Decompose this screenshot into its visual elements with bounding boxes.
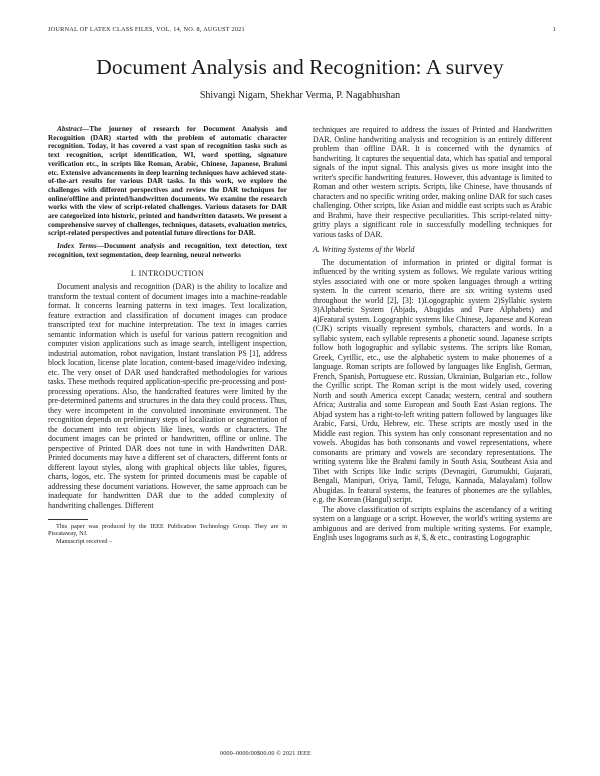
paper-authors: Shivangi Nigam, Shekhar Verma, P. Nagabhushan [199,90,401,101]
left-column [48,125,287,545]
abstract-label: Abstract [57,125,82,133]
page-number: 1 [552,26,556,33]
introduction-paragraph-continued: techniques are required to address the issues of Printed and Handwritten DAR. Online handwriting analysis and recognition is an entirely different problem than offline DAR. It is concerned with the dynamics of handwriting. It captures the sequential data, which has spatial and temporal signals of the input signal. This analysis gives us more insight into the writer's specific handwriting features. However, this advantage is limited to Roman and other western scripts. Scripts, like Chinese, have thousands of characters and no specific writing order, making online DAR for such cases challenging. Other scripts, like Asian and middle east scripts such as Arabic and Brahmi, have their respective peculiarities. This script-related nitty-gritty plays a significant role in successfully modelling techniques for various tasks of DAR. [313,125,552,239]
running-header [48,26,556,33]
right-column [313,125,552,543]
copyright-id: 0000–0000/00$00.00 © 2021 IEEE [220,750,311,757]
journal-header: JOURNAL OF LATEX CLASS FILES, VOL. 14, NO. 8, AUGUST 2021 [48,26,245,33]
paper-title: Document Analysis and Recognition: A survey [96,55,504,79]
footnote-divider [48,519,88,520]
introduction-paragraph: Document analysis and recognition (DAR) is the ability to localize and transform the textual content of document images into a machine-readable format. It concerns learning patterns in text images. Text localization, feature extraction and classification of document images can produce transcripted text for machine interpretation. The text in images carries semantic information which is useful for various pattern recognition and computer vision applications such as image search, intelligent inspection, industrial automation, robot navigation, Instant translation PS [1], address block location, license plate location, content-based image/video indexing, etc. The very onset of DAR used handcrafted methodologies for various tasks. These methods required application-specific pre-processing and post-processing operations. Also, the handcrafted features were limited by the pre-determined patterns and structures in the data they could process. Thus, they were incompetent in the convoluted innominate environment. The recognition depends on preliminary steps of localization or segmentation of the document into text objects like lines, words or characters. The document images can be printed or handwritten, offline or online. The perspective of Printed DAR does not tune in with Handwritten DAR. Printed documents may have a different set of characters, different fonts or different layout styles, along with graphical objects like tables, figures, charts, logos, etc. The system for printed documents must be capable of addressing these document variations. However, the same approach can be inadequate for handwritten DAR due to the added complexity of handwriting challenges. Different [48,282,287,510]
footnote-manuscript: Manuscript received – [56,537,113,545]
footnote-publication: This paper was produced by the IEEE Publication Technology Group. They are in Piscataway, NJ. [48,523,287,538]
index-terms [48,242,287,259]
section-heading-introduction: I. INTRODUCTION [130,268,205,278]
index-terms-label: Index Terms [57,242,97,251]
index-terms-text: —Document analysis and recognition, text detection, text recognition, text segmentation, deep learning, neural networks [48,242,287,259]
subsection-heading-writing-systems: A. Writing Systems of the World [313,245,415,254]
abstract-text: —The journey of research for Document Analysis and Recognition (DAR) started with the problem of automatic character recognition. Today, it has covered a vast span of recognition tasks such as text recognition, script identification, WI, word spotting, signature verification etc., in scripts like Roman, Arabic, Chinese, Japanese, Brahmi etc. Extensive advancements in deep learning techniques have achieved state-of-the-art results for various DAR tasks. In this work, we explore the challenges with different perspectives and review the DAR techniques for online/offline and printed/handwritten documents. We examine the research works with the view of script-related challenges. Various datasets for DAR are categorized into historic, printed and handwritten datasets. We present a comprehensive survey of challenges, techniques, datasets, evaluation metrics, script-related perspectives and potential future directions for DAR. [48,125,287,238]
abstract [48,125,287,238]
writing-systems-paragraph: The documentation of information in printed or digital format is influenced by the writing system as follows. We regulate various writing styles associated with one or more spoken languages through a writing system. In the current scenario, there are six writing systems used throughout the world [2], [3]: 1)Logographic system 2)Syllabic system 3)Alphabetic System (Abjads, Abugidas and Pure Alphabets) and 4)Featural system. Logographic systems like Chinese, Japanese and Korean (CJK) scripts visually represent symbols, characters and words. In a syllabic system, each syllable represents a phonetic sound. Japanese scripts follow both logographic and syllabic systems. The scripts like Roman, Greek, Cyrillic, etc., use the alphabetic system to make phonemes of a language. Roman scripts are followed by languages like English, German, French, Spanish, Portuguese etc. Russian, Ukrainian, Bulgarian etc., follow the Cyrillic script. The Roman script is the most widely used, covering North and south America except Canada; western, central and southern Africa; Australia and some European and South East Asian regions. The Abjad system has a right-to-left writing pattern followed by languages like Arabic, Farsi, Urdu, Hebrew, etc. These scripts are mostly used in the Middle east region. This system has only consonant representation and no vowels. Abugidas has both consonants and vowel representations, where consonants are primary and vowels are secondary representations. The writing systems like the Brahmi family in South Asia, Southeast Asia and Tibet with Scripts like Indic scripts (Devnagiri, Gurumukhi, Gujarati, Bengali, Manipuri, Oriya, Tamil, Telugu, Kannada, Malayalam) follow Abugidas. In featural systems, the features of phonemes are the syllables, e.g. the Korean (Hangul) script. [313,257,552,504]
writing-systems-paragraph-2: The above classification of scripts explains the ascendancy of a writing system on a language or a script. However, the world's writing systems are ambiguous and are derived from multiple writing systems. For example, English uses logograms such as #, $, & etc., contrasting Logographic [313,504,552,542]
